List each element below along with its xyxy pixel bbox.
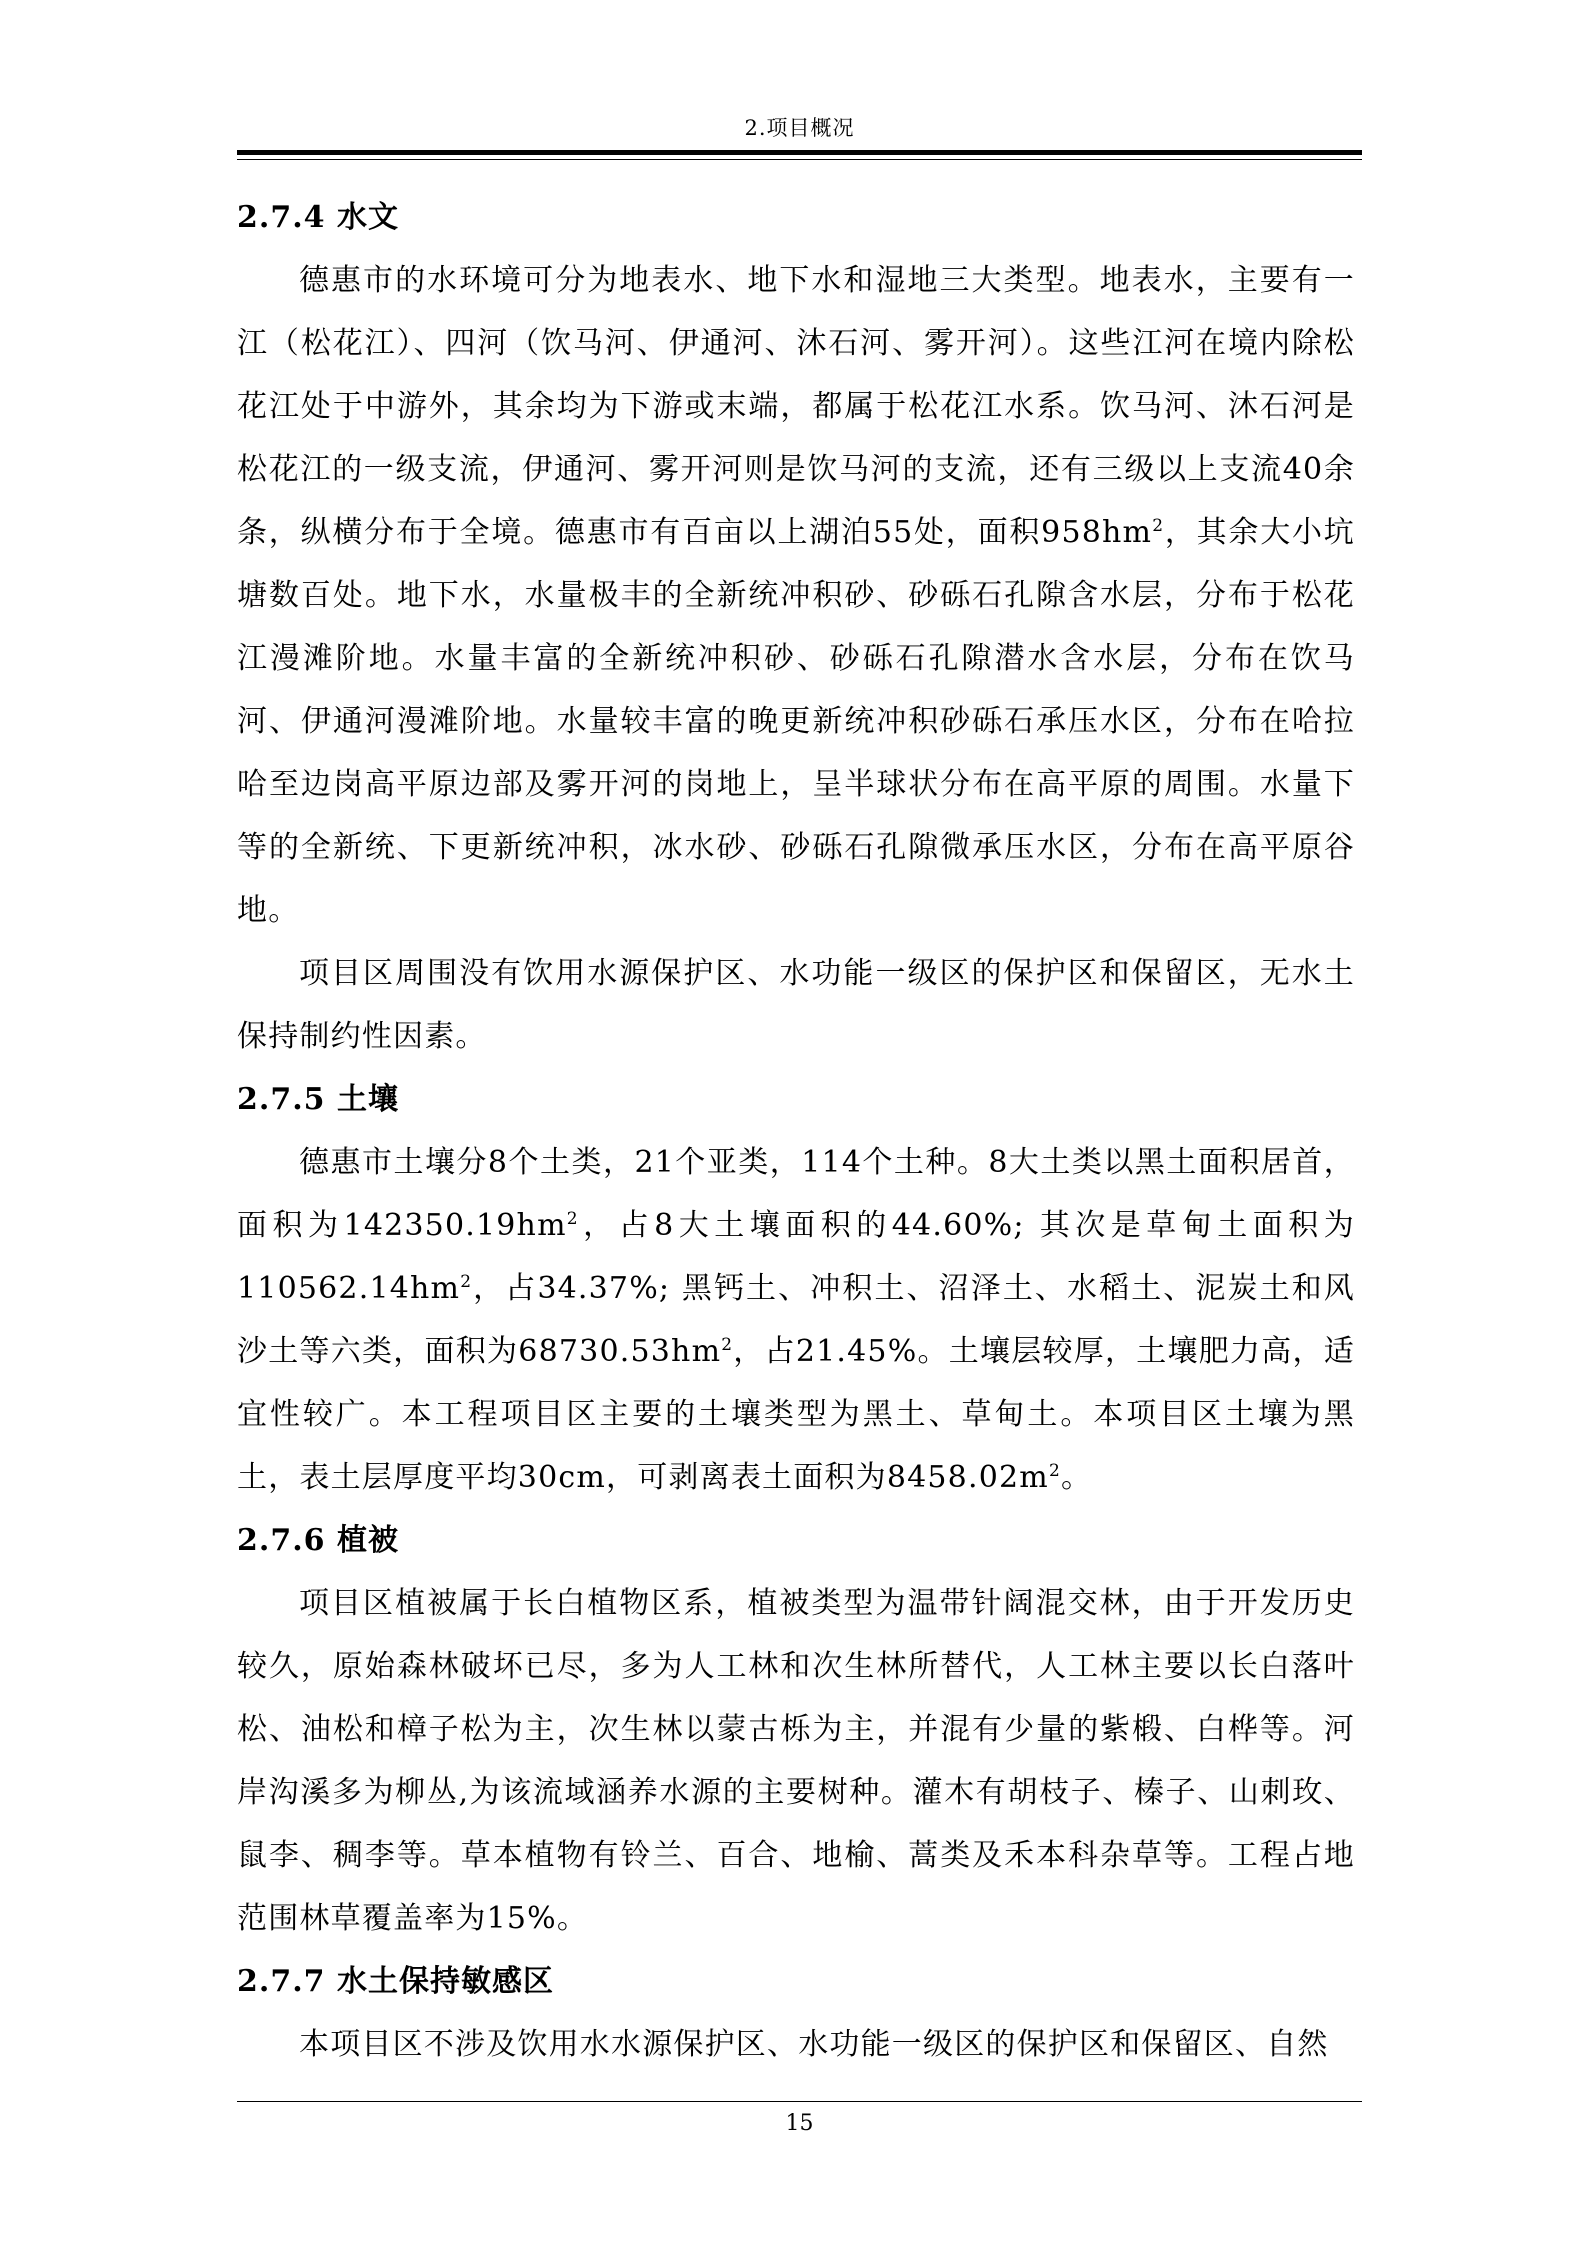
text-run: ，其余大小坑塘数百处。地下水，水量极丰的全新统冲积砂、砂砾石孔隙含水层，分布于松花江漫滩阶地。水量丰富的全新统冲积砂、砂砾石孔隙潜水含水层，分布在饮马河、伊通河漫滩阶地。水量较丰富的晚更新统冲积砂砾石承压水区，分布在哈拉哈至边岗高平原边部及雾开河的岗地上，呈半球状分布在高平原的周围。水量下等的全新统、下更新统冲积，冰水砂、砂砾石孔隙微承压水区，分布在高平原谷地。 <box>237 515 1356 928</box>
superscript: 2 <box>460 1272 473 1292</box>
superscript: 2 <box>721 1335 734 1355</box>
sensitive-areas-paragraph <box>237 2013 1355 2076</box>
page-number: 15 <box>785 2111 814 2136</box>
hydrology-paragraph-2 <box>237 942 1355 1068</box>
section-heading-sensitive-areas: 2.7.7 水土保持敏感区 <box>237 1964 554 1999</box>
footer-rule <box>237 2101 1362 2102</box>
section-heading-soil: 2.7.5 土壤 <box>237 1082 399 1117</box>
vegetation-paragraph <box>237 1572 1355 1950</box>
text-run: 。 <box>1060 1460 1093 1495</box>
text-run: ，占21.45%。土壤层较厚，土壤肥力高，适宜性较广。本工程项目区主要的土壤类型为黑土、草甸土。本项目区土壤为黑土，表土层厚度平均30cm，可剥离表土面积为8458.02m <box>237 1334 1355 1495</box>
text-run: 项目区植被属于长白植物区系，植被类型为温带针阔混交林，由于开发历史较久，原始森林破坏已尽，多为人工林和次生林所替代，人工林主要以长白落叶松、油松和樟子松为主，次生林以蒙古栎为主，并混有少量的紫椴、白桦等。河岸沟溪多为柳丛,为该流域涵养水源的主要树种。灌木有胡枝子、榛子、山刺玫、鼠李、稠李等。草本植物有铃兰、百合、地榆、蒿类及禾本科杂草等。工程占地范围林草覆盖率为15%。 <box>237 1586 1355 1936</box>
superscript: 2 <box>1152 516 1165 536</box>
text-run: 德惠市土壤分8个土类，21个亚类，114个土种。8大土类以黑土面积居首，面积为142350.19hm <box>237 1145 1355 1243</box>
page-body <box>237 186 1355 2076</box>
text-run: 项目区周围没有饮用水源保护区、水功能一级区的保护区和保留区，无水土保持制约性因素。 <box>237 956 1355 1054</box>
superscript: 2 <box>566 1209 579 1229</box>
text-run: 本项目区不涉及饮用水水源保护区、水功能一级区的保护区和保留区、自然 <box>299 2027 1329 2062</box>
soil-paragraph <box>237 1131 1355 1509</box>
running-header: 2.项目概况 <box>744 116 855 140</box>
header-rule-thick <box>237 150 1362 155</box>
text-run: ，占8大土壤面积的44.60%; 其次是草甸土面积为110562.14hm <box>237 1208 1355 1306</box>
text-run: 德惠市的水环境可分为地表水、地下水和湿地三大类型。地表水，主要有一江（松花江）、四河（饮马河、伊通河、沐石河、雾开河）。这些江河在境内除松花江处于中游外，其余均为下游或末端，都属于松花江水系。饮马河、沐石河是松花江的一级支流，伊通河、雾开河则是饮马河的支流，还有三级以上支流40余条，纵横分布于全境。德惠市有百亩以上湖泊55处，面积958hm <box>237 263 1355 550</box>
section-heading-hydrology: 2.7.4 水文 <box>237 200 399 235</box>
superscript: 2 <box>1048 1461 1061 1481</box>
section-heading-vegetation: 2.7.6 植被 <box>237 1523 399 1558</box>
header-rule-thin <box>237 159 1362 160</box>
hydrology-paragraph-1 <box>237 249 1355 942</box>
text-run: ，占34.37%; 黑钙土、冲积土、沼泽土、水稻土、泥炭土和风沙土等六类，面积为68730.53hm <box>237 1271 1355 1369</box>
